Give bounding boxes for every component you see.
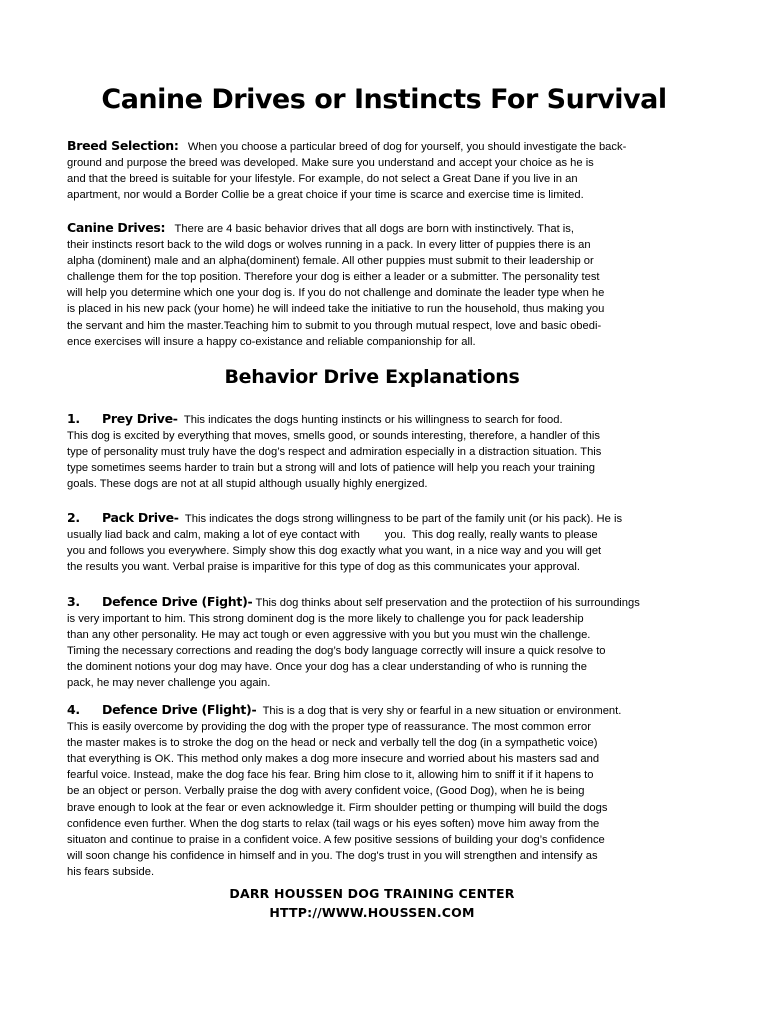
drive-line: is very important to him. This strong dominent dog is the more likely to challenge you for pack leadership xyxy=(67,613,584,626)
drive-item-first-line: 1. Prey Drive- This indicates the dogs hunting instincts or his willingness to search for food. xyxy=(67,411,563,426)
drive-item-prey xyxy=(67,411,707,492)
drive-line: This dog is excited by everything that moves, smells good, or sounds interesting, therefore, a handler of this xyxy=(67,430,600,443)
drive-line: type of personality must truly have the dog’s respect and admiration especially in a distraction situation. This xyxy=(67,446,602,459)
breed-selection-line: apartment, nor would a Border Collie be a great choice if your time is scarce and exercise time is limited. xyxy=(67,189,584,202)
section-subtitle: Behavior Drive Explanations xyxy=(224,366,520,388)
canine-drives-line: alpha (dominent) male and an alpha(dominent) female. All other puppies must submit to their leadership or xyxy=(67,255,594,268)
drive-item-pack xyxy=(67,510,707,575)
drive-line: Timing the necessary corrections and reading the dog’s body language correctly will insure a quick resolve to xyxy=(67,645,606,658)
canine-drives-line: challenge them for the top position. Therefore your dog is either a leader or a submitter. The personality test xyxy=(67,271,600,284)
canine-drives-line: their instincts resort back to the wild dogs or wolves running in a pack. In every litter of puppies there is an xyxy=(67,239,591,252)
drive-line: that everything is OK. This method only makes a dog more insecure and worried about his masters sad and xyxy=(67,753,600,766)
breed-selection-line-0: Breed Selection: When you choose a particular breed of dog for yourself, you should investigate the back- xyxy=(67,138,627,153)
drive-number: 4. xyxy=(67,702,80,717)
breed-selection-line: ground and purpose the breed was developed. Make sure you understand and accept your choice as he is xyxy=(67,157,594,170)
canine-drives-line: will help you determine which one your dog is. If you do not challenge and dominate the leader type when he xyxy=(67,287,605,300)
drive-line: the dominent notions your dog may have. Once your dog has a clear understanding of who is running the xyxy=(67,661,587,674)
drive-number: 3. xyxy=(67,594,80,609)
canine-drives-line: the servant and him the master.Teaching him to submit to you through mutual respect, love and basic obedi- xyxy=(67,319,602,332)
drive-line: goals. These dogs are not at all stupid although usually highly energized. xyxy=(67,478,428,491)
drive-line: fearful voice. Instead, make the dog face his fear. Bring him close to it, allowing him to sniff it if it hapens to xyxy=(67,769,594,782)
drive-name: Defence Drive (Flight)- xyxy=(102,702,257,717)
drive-line: type sometimes seems harder to train but a strong will and lots of patience will help you reach your training xyxy=(67,462,595,475)
drive-line: be an object or person. Verbally praise the dog with avery confident voice, (Good Dog), when he is being xyxy=(67,785,585,798)
breed-selection-heading: Breed Selection: xyxy=(67,138,179,153)
page-title: Canine Drives or Instincts For Survival xyxy=(101,84,667,115)
drive-line: brave enough to look at the fear or even acknowledge it. Firm shoulder petting or thumping will build the dogs xyxy=(67,801,608,814)
drive-line: you and follows you everywhere. Simply show this dog exactly what you want, in a nice way and you will get xyxy=(67,545,602,558)
breed-selection-line: and that the breed is suitable for your lifestyle. For example, do not select a Great Dane if you live in an xyxy=(67,173,578,186)
drive-name: Pack Drive- xyxy=(102,510,179,525)
drive-line: usually liad back and calm, making a lot of eye contact with you. This dog really, really wants to please xyxy=(67,529,598,542)
drive-name: Defence Drive (Fight)- xyxy=(102,594,253,609)
drive-line: than any other personality. He may act tough or even aggressive with you but you must win the challenge. xyxy=(67,629,591,642)
drive-item-first-line: 3. Defence Drive (Fight)- This dog thinks about self preservation and the protectiion of his surroundings xyxy=(67,594,640,609)
drive-line: This is easily overcome by providing the dog with the proper type of reassurance. The most common error xyxy=(67,721,591,734)
drive-item-first-line: 4. Defence Drive (Flight)- This is a dog that is very shy or fearful in a new situation or environment. xyxy=(67,702,622,717)
footer-org-name: DARR HOUSSEN DOG TRAINING CENTER xyxy=(229,886,515,901)
drive-number: 2. xyxy=(67,510,80,525)
drive-item-first-line: 2. Pack Drive- This indicates the dogs strong willingness to be part of the family unit (or his pack). He is xyxy=(67,510,623,525)
drive-line: the master makes is to stroke the dog on the head or neck and verbally tell the dog (in a sympathetic voice) xyxy=(67,737,598,750)
canine-drives-line: ence exercises will insure a happy co-existance and reliable companionship for all. xyxy=(67,335,476,348)
drive-item-defence-flight xyxy=(67,702,707,880)
drive-number: 1. xyxy=(67,411,80,426)
footer xyxy=(0,884,744,922)
canine-drives-line-0: Canine Drives: There are 4 basic behavior drives that all dogs are born with instinctively. That is, xyxy=(67,220,574,235)
drive-name: Prey Drive- xyxy=(102,411,178,426)
drive-line: will soon change his confidence in himself and in you. The dog's trust in you will strengthen and intensify as xyxy=(67,849,598,862)
drive-line: his fears subside. xyxy=(67,865,155,878)
drive-line: situaton and continue to praise in a confident voice. A few positive sessions of building your dog’s confidence xyxy=(67,833,605,846)
drive-line: pack, he may never challenge you again. xyxy=(67,677,271,690)
breed-selection-paragraph xyxy=(67,138,707,203)
canine-drives-heading: Canine Drives: xyxy=(67,220,166,235)
drive-item-defence-fight xyxy=(67,594,707,692)
drive-line: the results you want. Verbal praise is imparitive for this type of dog as this communicates your approval. xyxy=(67,561,581,574)
drive-line: confidence even further. When the dog starts to relax (tail wags or his eyes soften) move him away from the xyxy=(67,817,600,830)
canine-drives-paragraph xyxy=(67,220,707,350)
footer-url: HTTP://WWW.HOUSSEN.COM xyxy=(269,905,475,920)
canine-drives-line: is placed in his new pack (your home) he will indeed take the initiative to run the household, thus making you xyxy=(67,303,605,316)
